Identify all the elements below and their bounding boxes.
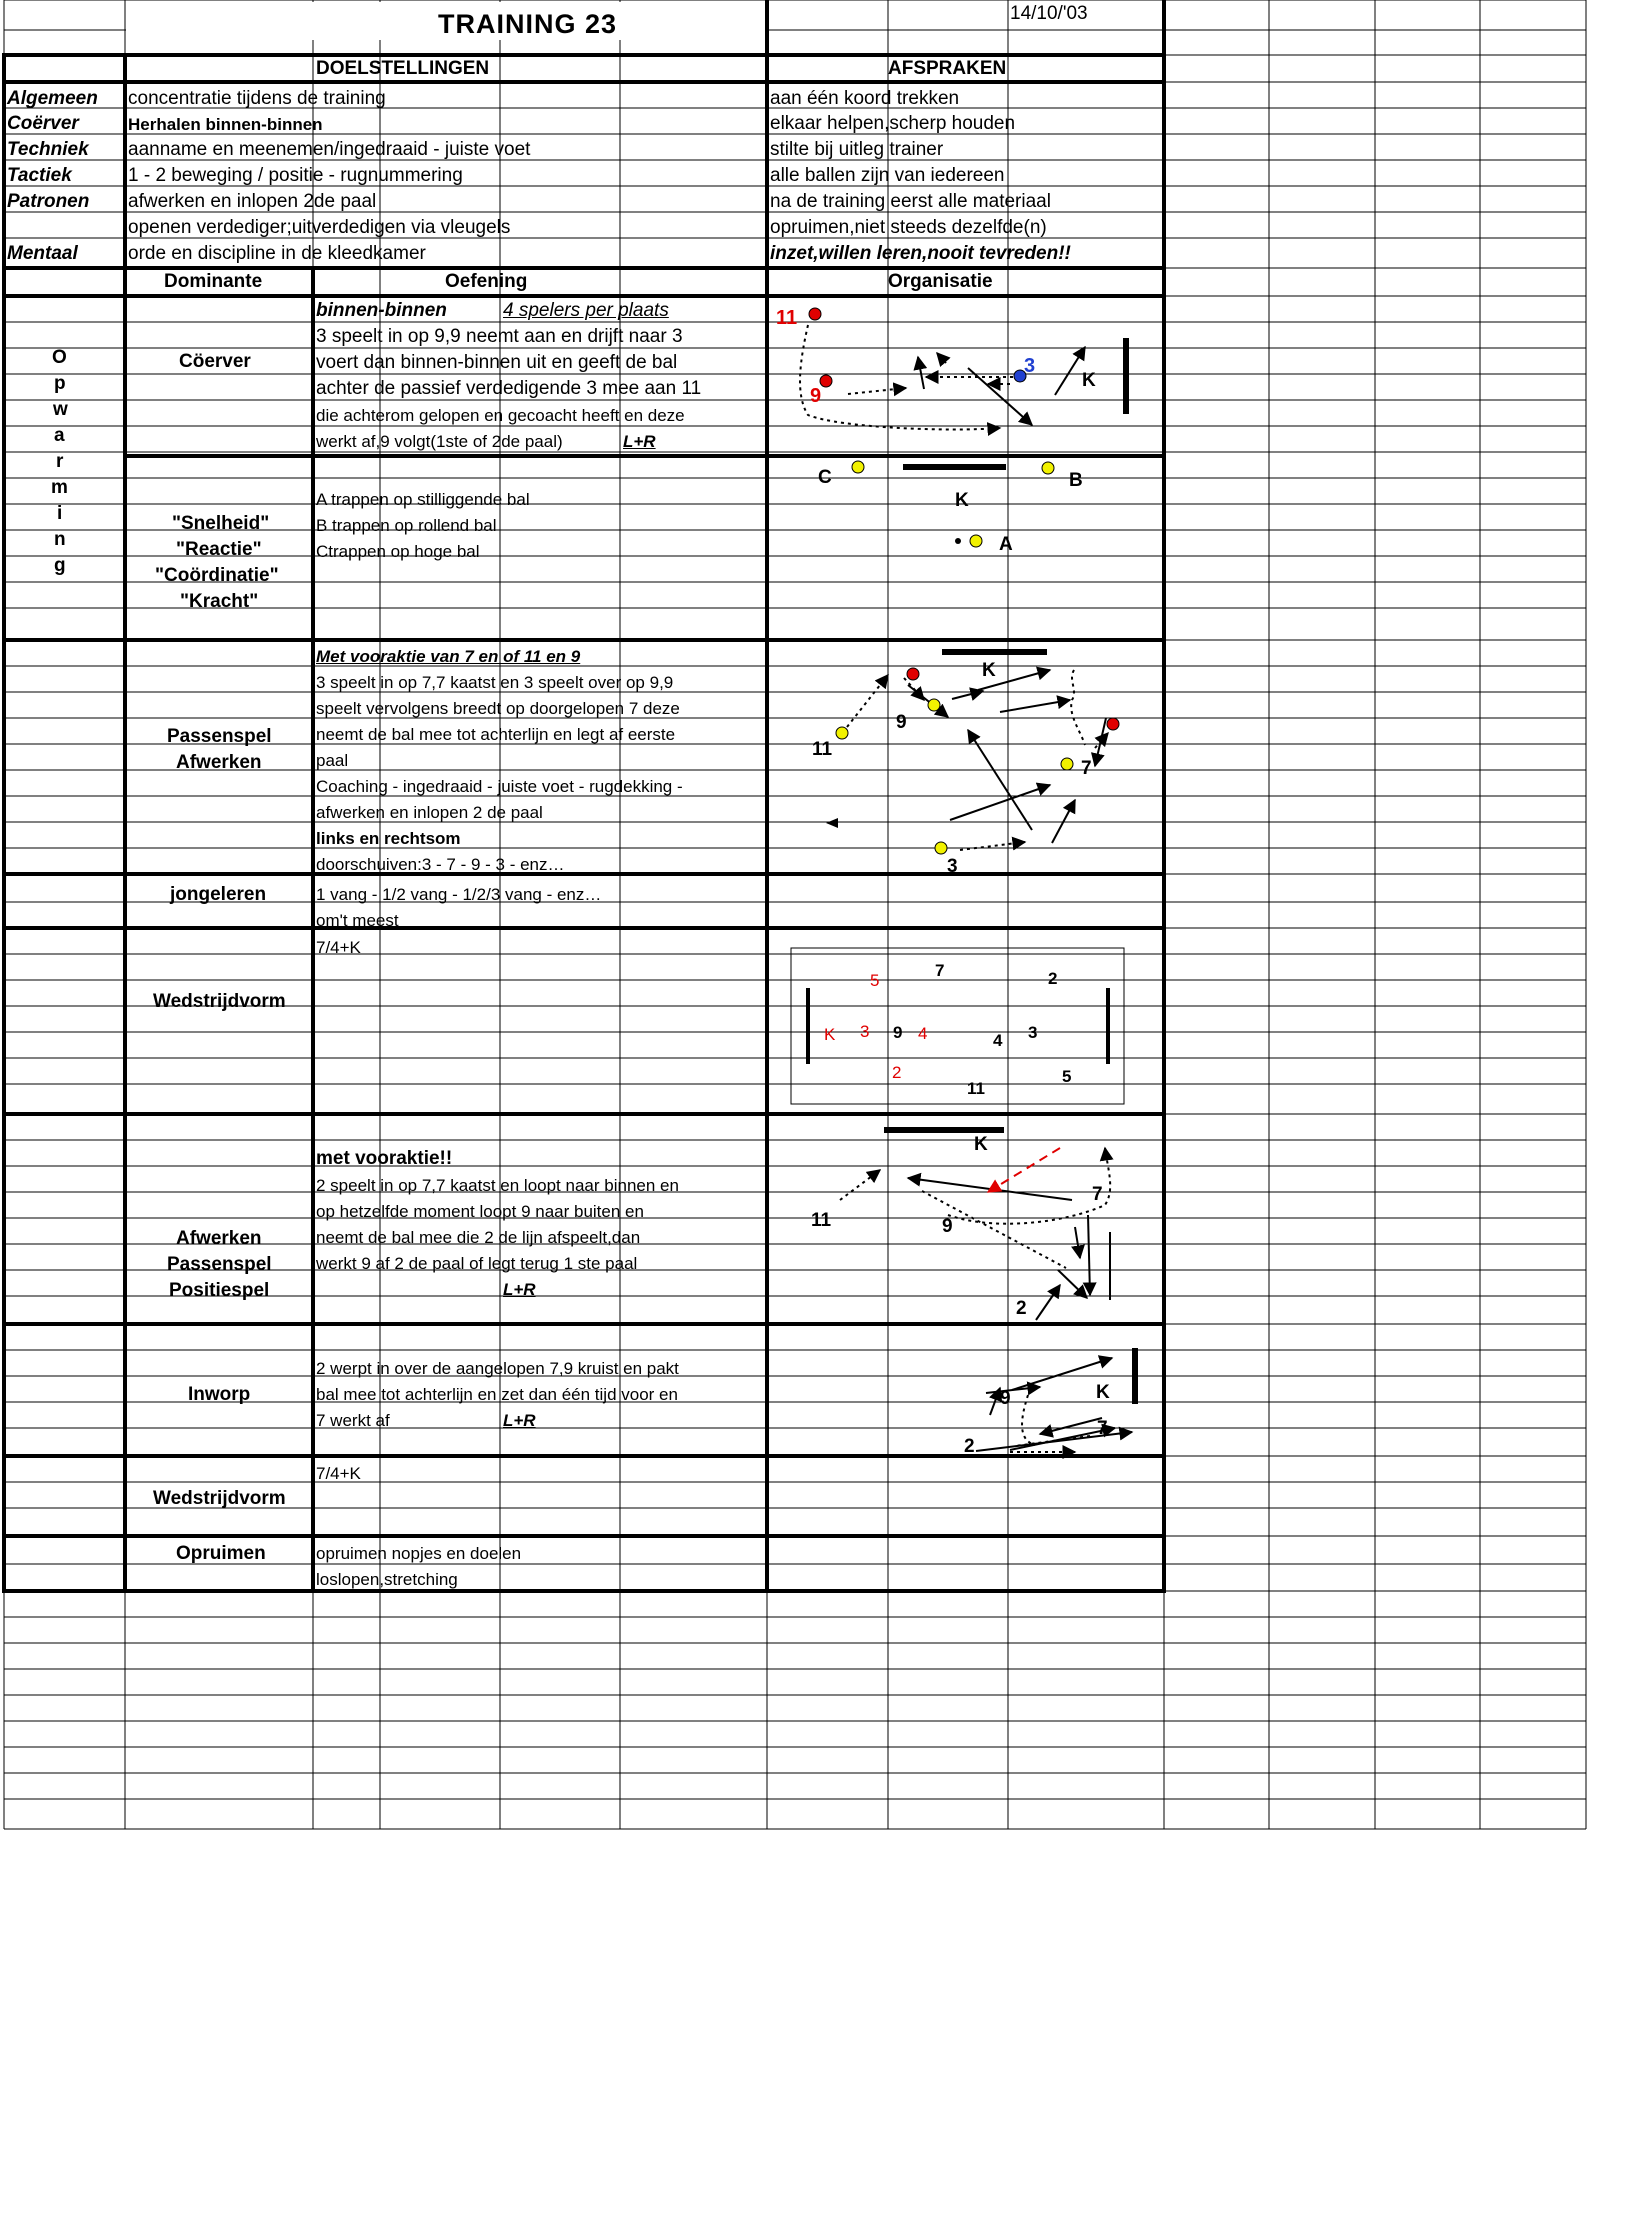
player-7: 7 [1097,1418,1108,1439]
exercise-line: neemt de bal mee die 2 de lijn afspeelt,dan [316,1228,641,1247]
exercise-line: links en rechtsom [316,829,461,848]
exercise-line: loslopen,stretching [316,1570,458,1589]
exercise-line: 3 speelt in op 7,7 kaatst en 3 speelt over op 9,9 [316,673,674,692]
header-organisatie: Organisatie [888,271,993,292]
black-player: 9 [893,1023,903,1042]
header-doelstellingen: DOELSTELLINGEN [316,58,490,79]
exercise-line: die achterom gelopen en gecoacht heeft en deze [316,406,685,425]
exercise-line: 7 werkt af [316,1411,390,1430]
date: 14/10/'03 [1010,3,1088,24]
station-a: A [999,534,1013,555]
lr-label: L+R [503,1411,536,1430]
warmup-letter: r [56,451,64,472]
station-c: C [818,467,832,488]
goal-text: orde en discipline in de kleedkamer [128,243,426,264]
dominante-label: Positiespel [169,1280,270,1301]
player-9: 9 [810,385,822,407]
lr-label: L+R [623,432,656,451]
black-player: 7 [935,961,945,980]
exercise-title: met vooraktie!! [316,1148,453,1169]
red-player: 5 [870,971,880,990]
exercise-line: speelt vervolgens breedt op doorgelopen 7 deze [316,699,680,718]
dominante-label: Wedstrijdvorm [153,1488,286,1509]
dominante-label: Passenspel [167,1254,272,1275]
exercise-line: voert dan binnen-binnen uit en geeft de bal [316,352,678,373]
player-9: 9 [942,1216,953,1237]
goal-text: aanname en meenemen/ingedraaid - juiste voet [128,139,531,160]
rule-text: alle ballen zijn van iedereen [770,165,1005,186]
exercise-line: afwerken en inlopen 2 de paal [316,803,543,822]
warmup-letter: p [54,373,66,394]
exercise-line: A trappen op stilliggende bal [316,490,530,509]
red-player: 2 [892,1063,902,1082]
goal-label: Mentaal [7,243,78,264]
goal-label: Algemeen [7,88,98,109]
dominante-label: "Reactie" [176,539,262,560]
warmup-letter: a [54,425,65,446]
keeper-label: K [1096,1382,1110,1403]
exercise-line: paal [316,751,349,770]
exercise-line: achter de passief verdedigende 3 mee aan 11 [316,378,702,399]
exercise-line: B trappen op rollend bal [316,516,497,535]
dominante-label: Cöerver [179,351,251,372]
red-player: 3 [860,1022,870,1041]
rule-text: aan één koord trekken [770,88,960,109]
exercise-line: 1 vang - 1/2 vang - 1/2/3 vang - enz… [316,885,602,904]
exercise-line: Ctrappen op hoge bal [316,542,480,561]
exercise-line: opruimen nopjes en doelen [316,1544,522,1563]
exercise-title: Met vooraktie van 7 en of 11 en 9 [316,647,581,666]
exercise-title: binnen-binnen [316,300,447,321]
exercise-line: 2 werpt in over de aangelopen 7,9 kruist en pakt [316,1359,679,1378]
dominante-label: Passenspel [167,726,272,747]
keeper-label: K [1082,370,1096,391]
dominante-label: Inworp [188,1384,251,1405]
rule-text: opruimen,niet steeds dezelfde(n) [770,217,1047,238]
rule-text: elkaar helpen,scherp houden [770,113,1016,134]
warmup-letter: w [53,399,68,420]
black-player: 4 [993,1031,1003,1050]
warmup-letter: i [57,503,63,524]
exercise-line: neemt de bal mee tot achterlijn en legt af eerste [316,725,676,744]
dominante-label: "Snelheid" [172,513,270,534]
black-player: 3 [1028,1023,1038,1042]
goal-label: Techniek [7,139,89,160]
keeper-label: K [955,490,969,511]
exercise-line: doorschuiven:3 - 7 - 9 - 3 - enz… [316,855,565,874]
exercise-line: 3 speelt in op 9,9 neemt aan en drijft naar 3 [316,326,683,347]
keeper-label: K [974,1134,988,1155]
exercise-line: werkt 9 af 2 de paal of legt terug 1 ste paal [316,1254,638,1273]
rule-text: inzet,willen leren,nooit tevreden!! [770,243,1071,264]
player-7: 7 [1092,1184,1103,1205]
rule-text: na de training eerst alle materiaal [770,191,1051,212]
player-3: 3 [947,856,958,877]
player-2: 2 [1016,1298,1027,1319]
exercise-line: 7/4+K [316,938,361,957]
exercise-line: Coaching - ingedraaid - juiste voet - rugdekking - [316,777,683,796]
goal-label: Tactiek [7,165,72,186]
player-11: 11 [776,307,798,329]
dominante-label: "Kracht" [180,591,259,612]
black-player: 2 [1048,969,1058,988]
warmup-letter: g [54,555,66,576]
lr-label: L+R [503,1280,536,1299]
player-3: 3 [1024,355,1036,377]
header-oefening: Oefening [445,271,528,292]
exercise-line: op hetzelfde moment loopt 9 naar buiten en [316,1202,644,1221]
warmup-letter: n [54,529,66,550]
goal-label: Patronen [7,191,90,212]
exercise-line: werkt af,9 volgt(1ste of 2de paal) [316,432,563,451]
header-dominante: Dominante [164,271,263,292]
goal-text: 1 - 2 beweging / positie - rugnummering [128,165,463,186]
station-b: B [1069,470,1083,491]
dominante-label: jongeleren [170,884,267,905]
goal-label: Coërver [7,113,79,134]
player-7: 7 [1081,758,1092,779]
exercise-line: 7/4+K [316,1464,361,1483]
dominante-label: "Coördinatie" [155,565,279,586]
player-9: 9 [896,712,907,733]
player-2: 2 [964,1436,975,1457]
red-keeper: K [824,1025,836,1044]
warmup-letter: O [52,347,67,368]
goal-text: Herhalen binnen-binnen [128,115,323,134]
exercise-subtitle: 4 spelers per plaats [503,300,669,321]
goal-text: concentratie tijdens de training [128,88,386,109]
player-9: 9 [1000,1388,1011,1409]
dominante-label: Opruimen [176,1543,266,1564]
exercise-line: om't meest [316,911,399,930]
rule-text: stilte bij uitleg trainer [770,139,944,160]
dominante-label: Wedstrijdvorm [153,991,286,1012]
black-player: 5 [1062,1067,1072,1086]
page-title: TRAINING 23 [438,9,618,39]
red-player: 4 [918,1024,928,1043]
exercise-line: bal mee tot achterlijn en zet dan één tijd voor en [316,1385,678,1404]
black-player: 11 [967,1079,985,1098]
player-11: 11 [812,739,833,760]
exercise-line: 2 speelt in op 7,7 kaatst en loopt naar binnen en [316,1176,679,1195]
dominante-label: Afwerken [176,752,262,773]
keeper-label: K [982,660,996,681]
goal-text: afwerken en inlopen 2de paal [128,191,377,212]
player-11: 11 [811,1210,832,1231]
header-afspraken: AFSPRAKEN [888,58,1007,79]
goal-text: openen verdediger;uitverdedigen via vleugels [128,217,511,238]
dominante-label: Afwerken [176,1228,262,1249]
warmup-letter: m [51,477,68,498]
